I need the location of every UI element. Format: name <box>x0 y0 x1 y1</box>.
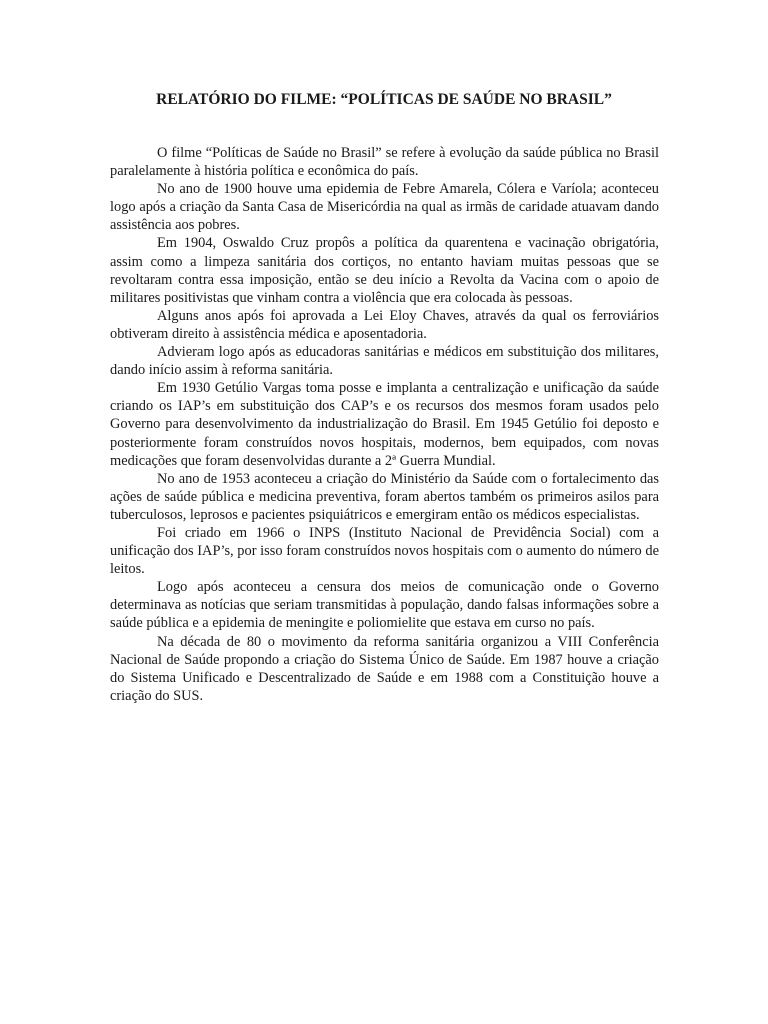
paragraph: Advieram logo após as educadoras sanitárias e médicos em substituição dos militares, dando início assim à reforma sanitária. <box>110 344 659 379</box>
paragraph: Foi criado em 1966 o INPS (Instituto Nacional de Previdência Social) com a unificação dos IAP’s, por isso foram construídos novos hospitais com o aumento do número de leitos. <box>110 524 659 578</box>
document-body <box>110 144 659 705</box>
paragraph: No ano de 1953 aconteceu a criação do Ministério da Saúde com o fortalecimento das ações de saúde pública e medicina preventiva, foram abertos também os primeiros asilos para tuberculosos, leprosos e pacientes psiquiátricos e emergiram então os médicos especialistas. <box>110 470 659 523</box>
paragraph: O filme “Políticas de Saúde no Brasil” se refere à evolução da saúde pública no Brasil paralelamente à história política e econômica do país. <box>110 145 659 180</box>
paragraph: Em 1904, Oswaldo Cruz propôs a política da quarentena e vacinação obrigatória, assim como a limpeza sanitária dos cortiços, no entanto haviam muitas pessoas que se revoltaram contra essa imposição, então se deu início a Revolta da Vacina com o apoio de militares positivistas que vinham contra a violência que era colocada às pessoas. <box>110 235 659 306</box>
paragraph: No ano de 1900 houve uma epidemia de Febre Amarela, Cólera e Varíola; aconteceu logo após a criação da Santa Casa de Misericórdia na qual as irmãs de caridade atuavam dando assistência aos pobres. <box>110 181 659 234</box>
paragraph: Na década de 80 o movimento da reforma sanitária organizou a VIII Conferência Nacional de Saúde propondo a criação do Sistema Único de Saúde. Em 1987 houve a criação do Sistema Unificado e Descentralizado de Saúde e em 1988 com a Constituição houve a criação do SUS. <box>110 633 659 704</box>
paragraph: Logo após aconteceu a censura dos meios de comunicação onde o Governo determinava as notícias que seriam transmitidas à população, dando falsas informações sobre a saúde pública e a epidemia de meningite e poliomielite que estava em curso no país. <box>110 579 659 632</box>
document-title: RELATÓRIO DO FILME: “POLÍTICAS DE SAÚDE NO BRASIL” <box>156 91 612 108</box>
paragraph: Alguns anos após foi aprovada a Lei Eloy Chaves, através da qual os ferroviários obtiveram direito à assistência médica e aposentadoria. <box>110 307 659 342</box>
paragraph: Em 1930 Getúlio Vargas toma posse e implanta a centralização e unificação da saúde criando os IAP’s em substituição dos CAP’s e os recursos dos mesmos foram usados pelo Governo para desenvolvimento da industrialização do Brasil. Em 1945 Getúlio foi deposto e posteriormente foram construídos novos hospitais, modernos, bem equipados, com novas medicações que foram desenvolvidas durante a 2ª Guerra Mundial. <box>110 380 659 469</box>
